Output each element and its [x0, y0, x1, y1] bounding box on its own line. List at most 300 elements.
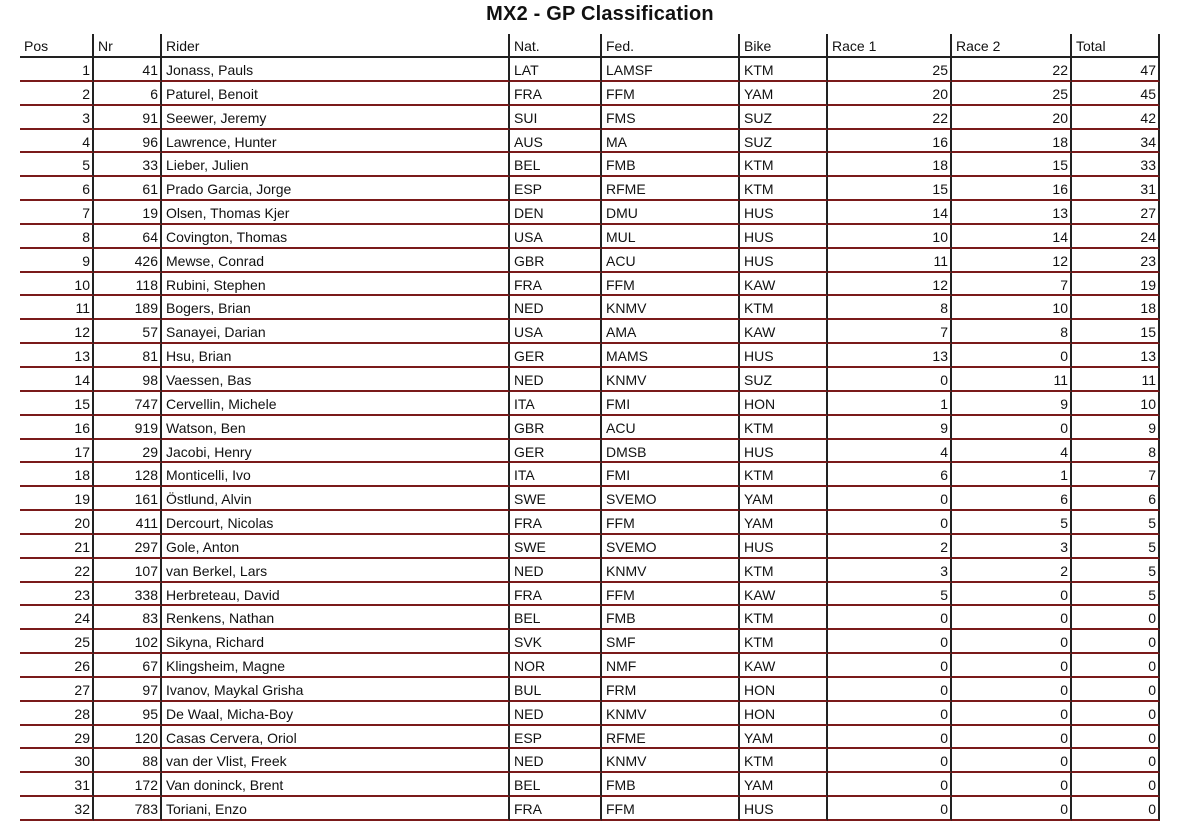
- cell-nat: ESP: [510, 177, 602, 201]
- cell-fed: KNMV: [602, 296, 740, 320]
- cell-total: 24: [1072, 225, 1160, 249]
- cell-rider: Monticelli, Ivo: [162, 463, 510, 487]
- cell-fed: FFM: [602, 273, 740, 297]
- cell-pos: 2: [20, 82, 94, 106]
- cell-total: 33: [1072, 153, 1160, 177]
- cell-race2: 12: [952, 249, 1072, 273]
- cell-pos: 18: [20, 463, 94, 487]
- cell-bike: KTM: [740, 749, 828, 773]
- cell-race2: 10: [952, 296, 1072, 320]
- header-bike: Bike: [740, 34, 828, 58]
- cell-nat: GER: [510, 440, 602, 464]
- cell-bike: YAM: [740, 726, 828, 750]
- cell-race2: 0: [952, 583, 1072, 607]
- cell-rider: Vaessen, Bas: [162, 368, 510, 392]
- cell-nat: ITA: [510, 463, 602, 487]
- cell-race2: 5: [952, 511, 1072, 535]
- cell-pos: 19: [20, 487, 94, 511]
- table-row: [0, 630, 1200, 654]
- cell-nat: ESP: [510, 726, 602, 750]
- cell-fed: FMB: [602, 773, 740, 797]
- cell-race1: 10: [828, 225, 952, 249]
- cell-pos: 10: [20, 273, 94, 297]
- page-title: MX2 - GP Classification: [486, 3, 714, 25]
- table-row: [0, 463, 1200, 487]
- cell-race2: 22: [952, 58, 1072, 82]
- cell-pos: 12: [20, 320, 94, 344]
- cell-pos: 22: [20, 559, 94, 583]
- cell-rider: Cervellin, Michele: [162, 392, 510, 416]
- cell-total: 8: [1072, 440, 1160, 464]
- cell-rider: Jonass, Pauls: [162, 58, 510, 82]
- cell-pos: 30: [20, 749, 94, 773]
- cell-total: 5: [1072, 583, 1160, 607]
- cell-race1: 0: [828, 511, 952, 535]
- cell-nr: 128: [94, 463, 162, 487]
- cell-pos: 28: [20, 702, 94, 726]
- cell-total: 0: [1072, 773, 1160, 797]
- classification-table: [0, 58, 1200, 821]
- cell-total: 34: [1072, 130, 1160, 154]
- cell-race1: 6: [828, 463, 952, 487]
- cell-race2: 6: [952, 487, 1072, 511]
- cell-nat: DEN: [510, 201, 602, 225]
- cell-pos: 17: [20, 440, 94, 464]
- cell-rider: Olsen, Thomas Kjer: [162, 201, 510, 225]
- cell-total: 31: [1072, 177, 1160, 201]
- cell-total: 0: [1072, 630, 1160, 654]
- cell-pos: 31: [20, 773, 94, 797]
- cell-nr: 98: [94, 368, 162, 392]
- cell-race2: 0: [952, 654, 1072, 678]
- cell-nr: 61: [94, 177, 162, 201]
- cell-nr: 338: [94, 583, 162, 607]
- cell-nr: 411: [94, 511, 162, 535]
- cell-nr: 64: [94, 225, 162, 249]
- cell-fed: FFM: [602, 797, 740, 821]
- header-race1: Race 1: [828, 34, 952, 58]
- header-fed: Fed.: [602, 34, 740, 58]
- table-row: [0, 797, 1200, 821]
- cell-nr: 118: [94, 273, 162, 297]
- cell-rider: Lawrence, Hunter: [162, 130, 510, 154]
- cell-fed: KNMV: [602, 559, 740, 583]
- cell-bike: KTM: [740, 463, 828, 487]
- cell-total: 5: [1072, 511, 1160, 535]
- cell-bike: HON: [740, 702, 828, 726]
- cell-race2: 0: [952, 630, 1072, 654]
- cell-race1: 0: [828, 606, 952, 630]
- cell-pos: 9: [20, 249, 94, 273]
- cell-race1: 8: [828, 296, 952, 320]
- cell-rider: Gole, Anton: [162, 535, 510, 559]
- cell-race1: 22: [828, 106, 952, 130]
- cell-total: 5: [1072, 535, 1160, 559]
- cell-race2: 0: [952, 797, 1072, 821]
- cell-nat: SWE: [510, 487, 602, 511]
- cell-nr: 41: [94, 58, 162, 82]
- table-row: [0, 225, 1200, 249]
- cell-race1: 7: [828, 320, 952, 344]
- cell-bike: KTM: [740, 58, 828, 82]
- cell-race1: 12: [828, 273, 952, 297]
- cell-race1: 0: [828, 773, 952, 797]
- cell-rider: Herbreteau, David: [162, 583, 510, 607]
- cell-race2: 9: [952, 392, 1072, 416]
- cell-rider: Paturel, Benoit: [162, 82, 510, 106]
- cell-fed: MUL: [602, 225, 740, 249]
- cell-race1: 1: [828, 392, 952, 416]
- cell-rider: Östlund, Alvin: [162, 487, 510, 511]
- cell-fed: SVEMO: [602, 487, 740, 511]
- cell-bike: YAM: [740, 487, 828, 511]
- cell-nat: FRA: [510, 82, 602, 106]
- cell-rider: De Waal, Micha-Boy: [162, 702, 510, 726]
- cell-nr: 120: [94, 726, 162, 750]
- cell-nat: ITA: [510, 392, 602, 416]
- cell-nat: SUI: [510, 106, 602, 130]
- cell-pos: 15: [20, 392, 94, 416]
- cell-rider: Bogers, Brian: [162, 296, 510, 320]
- cell-race1: 0: [828, 702, 952, 726]
- cell-pos: 1: [20, 58, 94, 82]
- cell-fed: ACU: [602, 416, 740, 440]
- table-row: [0, 678, 1200, 702]
- cell-fed: ACU: [602, 249, 740, 273]
- cell-race1: 2: [828, 535, 952, 559]
- cell-bike: KTM: [740, 559, 828, 583]
- cell-bike: YAM: [740, 773, 828, 797]
- cell-bike: KTM: [740, 153, 828, 177]
- cell-nr: 161: [94, 487, 162, 511]
- table-row: [0, 749, 1200, 773]
- cell-fed: MA: [602, 130, 740, 154]
- cell-race2: 0: [952, 416, 1072, 440]
- cell-nr: 83: [94, 606, 162, 630]
- table-row: [0, 559, 1200, 583]
- cell-race2: 1: [952, 463, 1072, 487]
- cell-race2: 8: [952, 320, 1072, 344]
- cell-rider: Van doninck, Brent: [162, 773, 510, 797]
- cell-nat: USA: [510, 320, 602, 344]
- table-header: [0, 34, 1200, 58]
- cell-race2: 13: [952, 201, 1072, 225]
- cell-bike: KAW: [740, 320, 828, 344]
- cell-total: 18: [1072, 296, 1160, 320]
- cell-fed: FMB: [602, 606, 740, 630]
- cell-fed: SMF: [602, 630, 740, 654]
- cell-pos: 5: [20, 153, 94, 177]
- cell-nat: FRA: [510, 797, 602, 821]
- cell-fed: FMI: [602, 392, 740, 416]
- cell-total: 47: [1072, 58, 1160, 82]
- cell-nat: NOR: [510, 654, 602, 678]
- cell-total: 5: [1072, 559, 1160, 583]
- cell-total: 0: [1072, 797, 1160, 821]
- cell-bike: HUS: [740, 535, 828, 559]
- cell-race2: 0: [952, 606, 1072, 630]
- cell-total: 0: [1072, 702, 1160, 726]
- cell-race1: 0: [828, 797, 952, 821]
- cell-total: 23: [1072, 249, 1160, 273]
- cell-nr: 81: [94, 344, 162, 368]
- cell-rider: van Berkel, Lars: [162, 559, 510, 583]
- cell-rider: Mewse, Conrad: [162, 249, 510, 273]
- cell-nr: 29: [94, 440, 162, 464]
- cell-fed: FRM: [602, 678, 740, 702]
- cell-fed: NMF: [602, 654, 740, 678]
- cell-bike: KTM: [740, 177, 828, 201]
- cell-bike: HON: [740, 678, 828, 702]
- cell-bike: KTM: [740, 296, 828, 320]
- cell-pos: 7: [20, 201, 94, 225]
- cell-nat: BEL: [510, 773, 602, 797]
- cell-bike: HUS: [740, 344, 828, 368]
- cell-fed: SVEMO: [602, 535, 740, 559]
- cell-nat: BEL: [510, 606, 602, 630]
- cell-fed: KNMV: [602, 749, 740, 773]
- cell-race2: 0: [952, 726, 1072, 750]
- cell-nat: FRA: [510, 511, 602, 535]
- table-row: [0, 773, 1200, 797]
- cell-bike: HUS: [740, 225, 828, 249]
- cell-total: 0: [1072, 678, 1160, 702]
- cell-pos: 4: [20, 130, 94, 154]
- table-row: [0, 82, 1200, 106]
- cell-pos: 20: [20, 511, 94, 535]
- cell-race1: 25: [828, 58, 952, 82]
- cell-nat: GBR: [510, 416, 602, 440]
- cell-nat: BUL: [510, 678, 602, 702]
- cell-pos: 32: [20, 797, 94, 821]
- cell-nr: 88: [94, 749, 162, 773]
- cell-pos: 11: [20, 296, 94, 320]
- header-total: Total: [1072, 34, 1160, 58]
- table-row: [0, 416, 1200, 440]
- cell-race1: 3: [828, 559, 952, 583]
- cell-rider: Lieber, Julien: [162, 153, 510, 177]
- cell-nr: 6: [94, 82, 162, 106]
- cell-bike: HON: [740, 392, 828, 416]
- cell-pos: 16: [20, 416, 94, 440]
- cell-nat: LAT: [510, 58, 602, 82]
- cell-rider: Hsu, Brian: [162, 344, 510, 368]
- cell-fed: KNMV: [602, 368, 740, 392]
- cell-race2: 25: [952, 82, 1072, 106]
- cell-rider: Seewer, Jeremy: [162, 106, 510, 130]
- cell-fed: FFM: [602, 583, 740, 607]
- table-row: [0, 606, 1200, 630]
- table-row: [0, 511, 1200, 535]
- cell-fed: KNMV: [602, 702, 740, 726]
- cell-fed: RFME: [602, 177, 740, 201]
- cell-nr: 33: [94, 153, 162, 177]
- cell-fed: AMA: [602, 320, 740, 344]
- cell-nat: GER: [510, 344, 602, 368]
- cell-rider: Toriani, Enzo: [162, 797, 510, 821]
- cell-bike: HUS: [740, 249, 828, 273]
- cell-total: 7: [1072, 463, 1160, 487]
- cell-total: 6: [1072, 487, 1160, 511]
- table-row: [0, 249, 1200, 273]
- cell-nr: 172: [94, 773, 162, 797]
- cell-pos: 13: [20, 344, 94, 368]
- cell-bike: SUZ: [740, 106, 828, 130]
- cell-nr: 747: [94, 392, 162, 416]
- cell-nr: 19: [94, 201, 162, 225]
- cell-bike: HUS: [740, 201, 828, 225]
- cell-pos: 6: [20, 177, 94, 201]
- cell-nr: 102: [94, 630, 162, 654]
- cell-rider: Klingsheim, Magne: [162, 654, 510, 678]
- cell-pos: 21: [20, 535, 94, 559]
- cell-race2: 14: [952, 225, 1072, 249]
- cell-nat: SWE: [510, 535, 602, 559]
- header-rider: Rider: [162, 34, 510, 58]
- cell-fed: FFM: [602, 511, 740, 535]
- cell-rider: Rubini, Stephen: [162, 273, 510, 297]
- cell-rider: Sikyna, Richard: [162, 630, 510, 654]
- table-row: [0, 440, 1200, 464]
- cell-rider: Covington, Thomas: [162, 225, 510, 249]
- cell-race1: 20: [828, 82, 952, 106]
- table-row: [0, 654, 1200, 678]
- cell-pos: 23: [20, 583, 94, 607]
- cell-nr: 91: [94, 106, 162, 130]
- cell-pos: 26: [20, 654, 94, 678]
- cell-bike: YAM: [740, 82, 828, 106]
- table-row: [0, 177, 1200, 201]
- cell-race1: 14: [828, 201, 952, 225]
- cell-race1: 15: [828, 177, 952, 201]
- table-row: [0, 201, 1200, 225]
- cell-nr: 57: [94, 320, 162, 344]
- cell-bike: KTM: [740, 606, 828, 630]
- cell-nr: 919: [94, 416, 162, 440]
- cell-fed: FMS: [602, 106, 740, 130]
- cell-nat: NED: [510, 559, 602, 583]
- cell-fed: FMI: [602, 463, 740, 487]
- cell-bike: HUS: [740, 797, 828, 821]
- cell-bike: KTM: [740, 416, 828, 440]
- cell-race1: 13: [828, 344, 952, 368]
- cell-total: 45: [1072, 82, 1160, 106]
- cell-race2: 11: [952, 368, 1072, 392]
- cell-nat: NED: [510, 368, 602, 392]
- table-row: [0, 726, 1200, 750]
- cell-pos: 25: [20, 630, 94, 654]
- table-row: [0, 296, 1200, 320]
- cell-pos: 8: [20, 225, 94, 249]
- cell-rider: Sanayei, Darian: [162, 320, 510, 344]
- cell-total: 19: [1072, 273, 1160, 297]
- cell-rider: Watson, Ben: [162, 416, 510, 440]
- cell-nr: 783: [94, 797, 162, 821]
- cell-total: 42: [1072, 106, 1160, 130]
- cell-race1: 18: [828, 153, 952, 177]
- table-row: [0, 535, 1200, 559]
- cell-fed: FFM: [602, 82, 740, 106]
- header-nat: Nat.: [510, 34, 602, 58]
- cell-race2: 0: [952, 678, 1072, 702]
- cell-nat: AUS: [510, 130, 602, 154]
- cell-nr: 189: [94, 296, 162, 320]
- cell-bike: KAW: [740, 583, 828, 607]
- cell-race2: 0: [952, 749, 1072, 773]
- cell-rider: Ivanov, Maykal Grisha: [162, 678, 510, 702]
- cell-bike: SUZ: [740, 368, 828, 392]
- table-row: [0, 392, 1200, 416]
- cell-race2: 16: [952, 177, 1072, 201]
- cell-fed: DMU: [602, 201, 740, 225]
- table-row: [0, 583, 1200, 607]
- cell-race2: 0: [952, 702, 1072, 726]
- cell-nat: FRA: [510, 583, 602, 607]
- cell-pos: 3: [20, 106, 94, 130]
- cell-bike: SUZ: [740, 130, 828, 154]
- cell-race2: 0: [952, 344, 1072, 368]
- cell-nat: FRA: [510, 273, 602, 297]
- cell-nr: 96: [94, 130, 162, 154]
- cell-nr: 95: [94, 702, 162, 726]
- header-race2: Race 2: [952, 34, 1072, 58]
- cell-race1: 0: [828, 749, 952, 773]
- cell-race1: 5: [828, 583, 952, 607]
- cell-race2: 15: [952, 153, 1072, 177]
- header-nr: Nr: [94, 34, 162, 58]
- cell-nat: NED: [510, 702, 602, 726]
- cell-race2: 20: [952, 106, 1072, 130]
- cell-race1: 16: [828, 130, 952, 154]
- cell-race2: 18: [952, 130, 1072, 154]
- header-pos: Pos: [20, 34, 94, 58]
- table-row: [0, 58, 1200, 82]
- table-row: [0, 153, 1200, 177]
- cell-fed: LAMSF: [602, 58, 740, 82]
- cell-rider: Prado Garcia, Jorge: [162, 177, 510, 201]
- table-row: [0, 368, 1200, 392]
- cell-nat: SVK: [510, 630, 602, 654]
- table-row: [0, 106, 1200, 130]
- cell-nr: 426: [94, 249, 162, 273]
- cell-nat: NED: [510, 296, 602, 320]
- cell-nr: 107: [94, 559, 162, 583]
- table-row: [0, 273, 1200, 297]
- table-row: [0, 130, 1200, 154]
- cell-nr: 297: [94, 535, 162, 559]
- cell-total: 0: [1072, 749, 1160, 773]
- cell-pos: 27: [20, 678, 94, 702]
- cell-total: 11: [1072, 368, 1160, 392]
- cell-total: 15: [1072, 320, 1160, 344]
- cell-pos: 14: [20, 368, 94, 392]
- cell-total: 0: [1072, 726, 1160, 750]
- cell-total: 10: [1072, 392, 1160, 416]
- cell-bike: KAW: [740, 273, 828, 297]
- cell-rider: van der Vlist, Freek: [162, 749, 510, 773]
- cell-total: 9: [1072, 416, 1160, 440]
- cell-race2: 7: [952, 273, 1072, 297]
- table-row: [0, 320, 1200, 344]
- table-row: [0, 344, 1200, 368]
- table-row: [0, 702, 1200, 726]
- cell-race2: 0: [952, 773, 1072, 797]
- cell-race1: 9: [828, 416, 952, 440]
- cell-rider: Dercourt, Nicolas: [162, 511, 510, 535]
- cell-total: 13: [1072, 344, 1160, 368]
- cell-nr: 97: [94, 678, 162, 702]
- cell-fed: FMB: [602, 153, 740, 177]
